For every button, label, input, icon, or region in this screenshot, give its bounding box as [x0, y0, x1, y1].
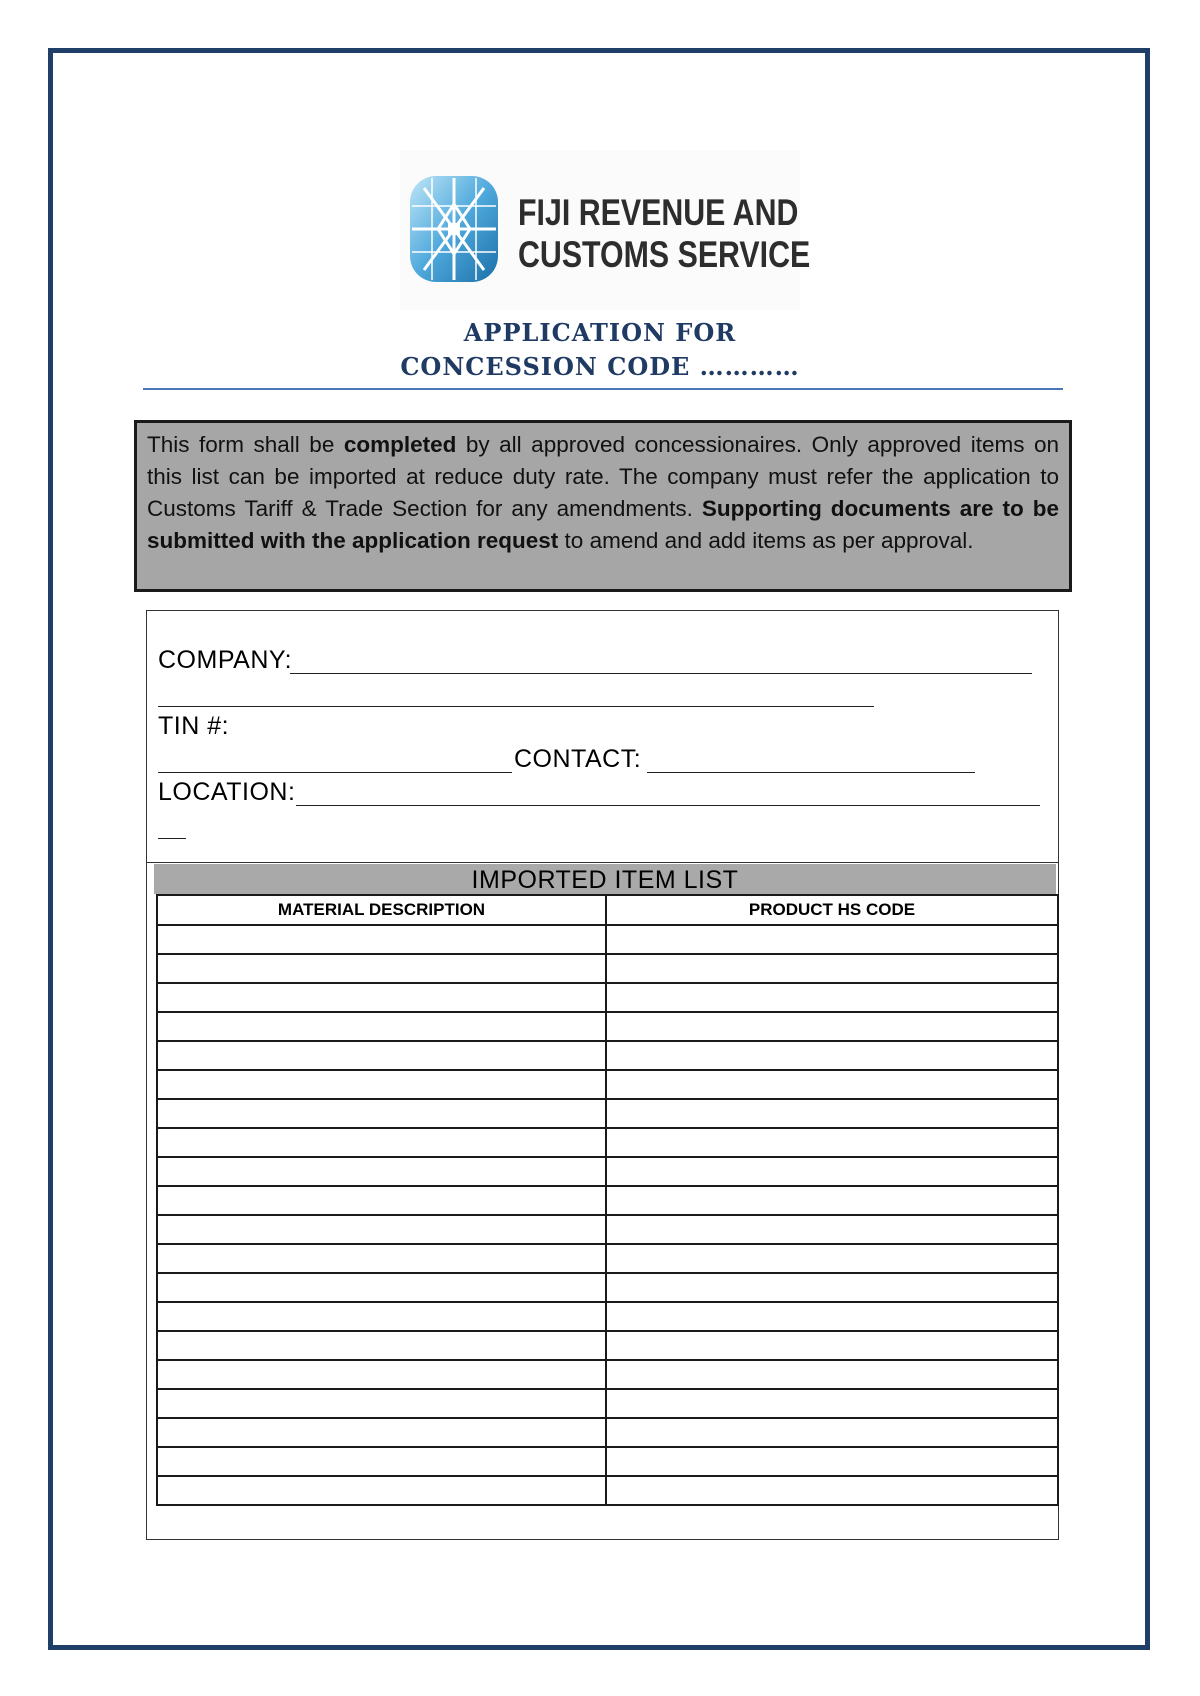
material-description-cell[interactable]: [157, 1186, 606, 1215]
table-row: [157, 1041, 1058, 1070]
contact-label: CONTACT:: [514, 745, 642, 773]
material-description-cell[interactable]: [157, 1447, 606, 1476]
company-field-continued[interactable]: [158, 706, 874, 707]
table-row: [157, 1012, 1058, 1041]
location-field[interactable]: [296, 805, 1040, 806]
frcs-logo: [400, 150, 811, 310]
material-description-cell[interactable]: [157, 1302, 606, 1331]
product-hs-code-cell[interactable]: [606, 1215, 1058, 1244]
notice-text-3: to amend and add items as per approval.: [558, 528, 974, 553]
material-description-cell[interactable]: [157, 1476, 606, 1505]
title-rule: [143, 388, 1063, 390]
company-field[interactable]: [290, 673, 1032, 674]
material-description-cell[interactable]: [157, 1070, 606, 1099]
company-label: COMPANY:: [158, 646, 293, 674]
product-hs-code-cell[interactable]: [606, 1186, 1058, 1215]
form-title-line-2: CONCESSION CODE …………: [400, 352, 800, 381]
imported-item-table: [156, 894, 1059, 1506]
product-hs-code-cell[interactable]: [606, 1273, 1058, 1302]
notice-text-2: by all approved concessionaires. Only approved items on this list can be imported at reduce duty rate. The company must refer the application to Customs Tariff & Trade Section for any amendments.: [147, 432, 1059, 521]
material-description-cell[interactable]: [157, 1389, 606, 1418]
location-field-continued[interactable]: [158, 838, 186, 839]
material-description-cell[interactable]: [157, 1012, 606, 1041]
table-row: [157, 1244, 1058, 1273]
table-row: [157, 1476, 1058, 1505]
product-hs-code-cell[interactable]: [606, 1447, 1058, 1476]
material-description-cell[interactable]: [157, 1157, 606, 1186]
product-hs-code-cell[interactable]: [606, 1244, 1058, 1273]
form-title-line-1: APPLICATION FOR: [463, 318, 737, 347]
product-hs-code-cell[interactable]: [606, 1418, 1058, 1447]
notice-text-1: This form shall be: [147, 432, 344, 457]
product-hs-code-cell[interactable]: [606, 1099, 1058, 1128]
material-description-cell[interactable]: [157, 1128, 606, 1157]
material-description-header: MATERIAL DESCRIPTION: [157, 895, 606, 925]
material-description-cell[interactable]: [157, 1273, 606, 1302]
product-hs-code-cell[interactable]: [606, 1128, 1058, 1157]
product-hs-code-cell[interactable]: [606, 1331, 1058, 1360]
product-hs-code-cell[interactable]: [606, 1157, 1058, 1186]
product-hs-code-cell[interactable]: [606, 1389, 1058, 1418]
material-description-cell[interactable]: [157, 1331, 606, 1360]
table-row: [157, 1389, 1058, 1418]
material-description-cell[interactable]: [157, 1360, 606, 1389]
product-hs-code-cell[interactable]: [606, 954, 1058, 983]
logo-wordmark: [518, 192, 810, 276]
item-list-heading: IMPORTED ITEM LIST: [154, 864, 1056, 894]
tin-field[interactable]: [158, 772, 512, 773]
product-hs-code-header: PRODUCT HS CODE: [606, 895, 1058, 925]
table-row: [157, 954, 1058, 983]
product-hs-code-cell[interactable]: [606, 1070, 1058, 1099]
table-row: [157, 1331, 1058, 1360]
logo-line-2: CUSTOMS SERVICE: [518, 234, 811, 275]
tin-label: TIN #:: [158, 712, 230, 740]
material-description-cell[interactable]: [157, 1215, 606, 1244]
table-row: [157, 1418, 1058, 1447]
product-hs-code-cell[interactable]: [606, 1476, 1058, 1505]
instructions-notice: [134, 420, 1072, 592]
material-description-cell[interactable]: [157, 1244, 606, 1273]
table-row: [157, 1215, 1058, 1244]
product-hs-code-cell[interactable]: [606, 1360, 1058, 1389]
table-header-row: [157, 895, 1058, 925]
material-description-cell[interactable]: [157, 1099, 606, 1128]
product-hs-code-cell[interactable]: [606, 983, 1058, 1012]
item-rows: [157, 925, 1058, 1505]
frcs-emblem-icon: [408, 174, 500, 284]
table-row: [157, 1157, 1058, 1186]
logo-line-1: FIJI REVENUE AND: [518, 192, 799, 233]
material-description-cell[interactable]: [157, 1041, 606, 1070]
product-hs-code-cell[interactable]: [606, 1041, 1058, 1070]
product-hs-code-cell[interactable]: [606, 925, 1058, 954]
product-hs-code-cell[interactable]: [606, 1012, 1058, 1041]
material-description-cell[interactable]: [157, 983, 606, 1012]
table-row: [157, 1360, 1058, 1389]
material-description-cell[interactable]: [157, 1418, 606, 1447]
table-row: [157, 1447, 1058, 1476]
table-row: [157, 925, 1058, 954]
material-description-cell[interactable]: [157, 925, 606, 954]
contact-field[interactable]: [647, 772, 975, 773]
material-description-cell[interactable]: [157, 954, 606, 983]
table-row: [157, 1070, 1058, 1099]
table-row: [157, 983, 1058, 1012]
location-label: LOCATION:: [158, 778, 296, 806]
notice-bold-2: Supporting documents are to be submitted with the application request: [147, 496, 1059, 553]
table-row: [157, 1273, 1058, 1302]
product-hs-code-cell[interactable]: [606, 1302, 1058, 1331]
notice-bold-1: completed: [343, 432, 457, 457]
table-row: [157, 1099, 1058, 1128]
table-row: [157, 1302, 1058, 1331]
table-row: [157, 1128, 1058, 1157]
table-row: [157, 1186, 1058, 1215]
